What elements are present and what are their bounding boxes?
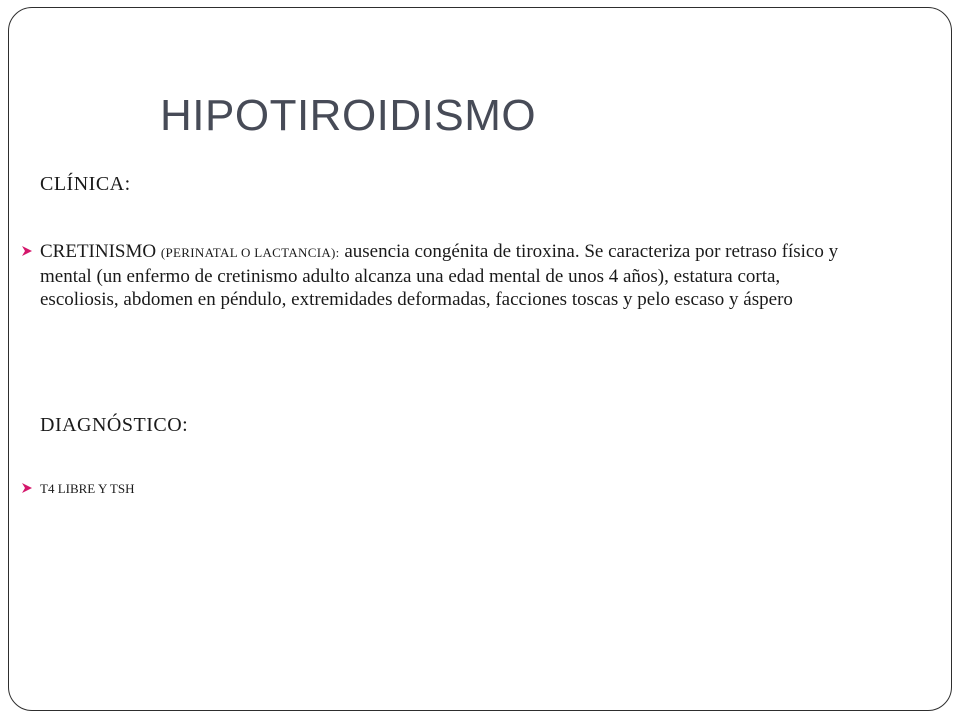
cretinismo-lead: CRETINISMO <box>40 241 161 262</box>
clinica-heading: CLÍNICA: <box>40 173 131 195</box>
slide-title: HIPOTIROIDISMO <box>160 91 537 140</box>
cretinismo-body: ausencia congénita de tiroxina. Se caracteriza por retraso físico y mental (un enfermo de cretinismo adulto alcanza una edad mental de unos 4 años), estatura corta, escoliosis, abdomen en péndulo, extremidades deformadas, facciones toscas y pelo escaso y áspero <box>40 241 839 310</box>
arrowhead-bullet-icon <box>22 246 32 256</box>
cretinismo-bullet-item <box>22 240 842 312</box>
cretinismo-qualifier: (PERINATAL O LACTANCIA): <box>160 245 340 260</box>
diagnostico-bullet-item <box>22 481 422 497</box>
arrowhead-bullet-icon <box>22 483 32 493</box>
diagnostico-heading: DIAGNÓSTICO: <box>40 414 189 436</box>
cretinismo-bullet-text <box>40 240 842 312</box>
diagnostico-bullet-text: T4 LIBRE Y TSH <box>40 481 135 496</box>
